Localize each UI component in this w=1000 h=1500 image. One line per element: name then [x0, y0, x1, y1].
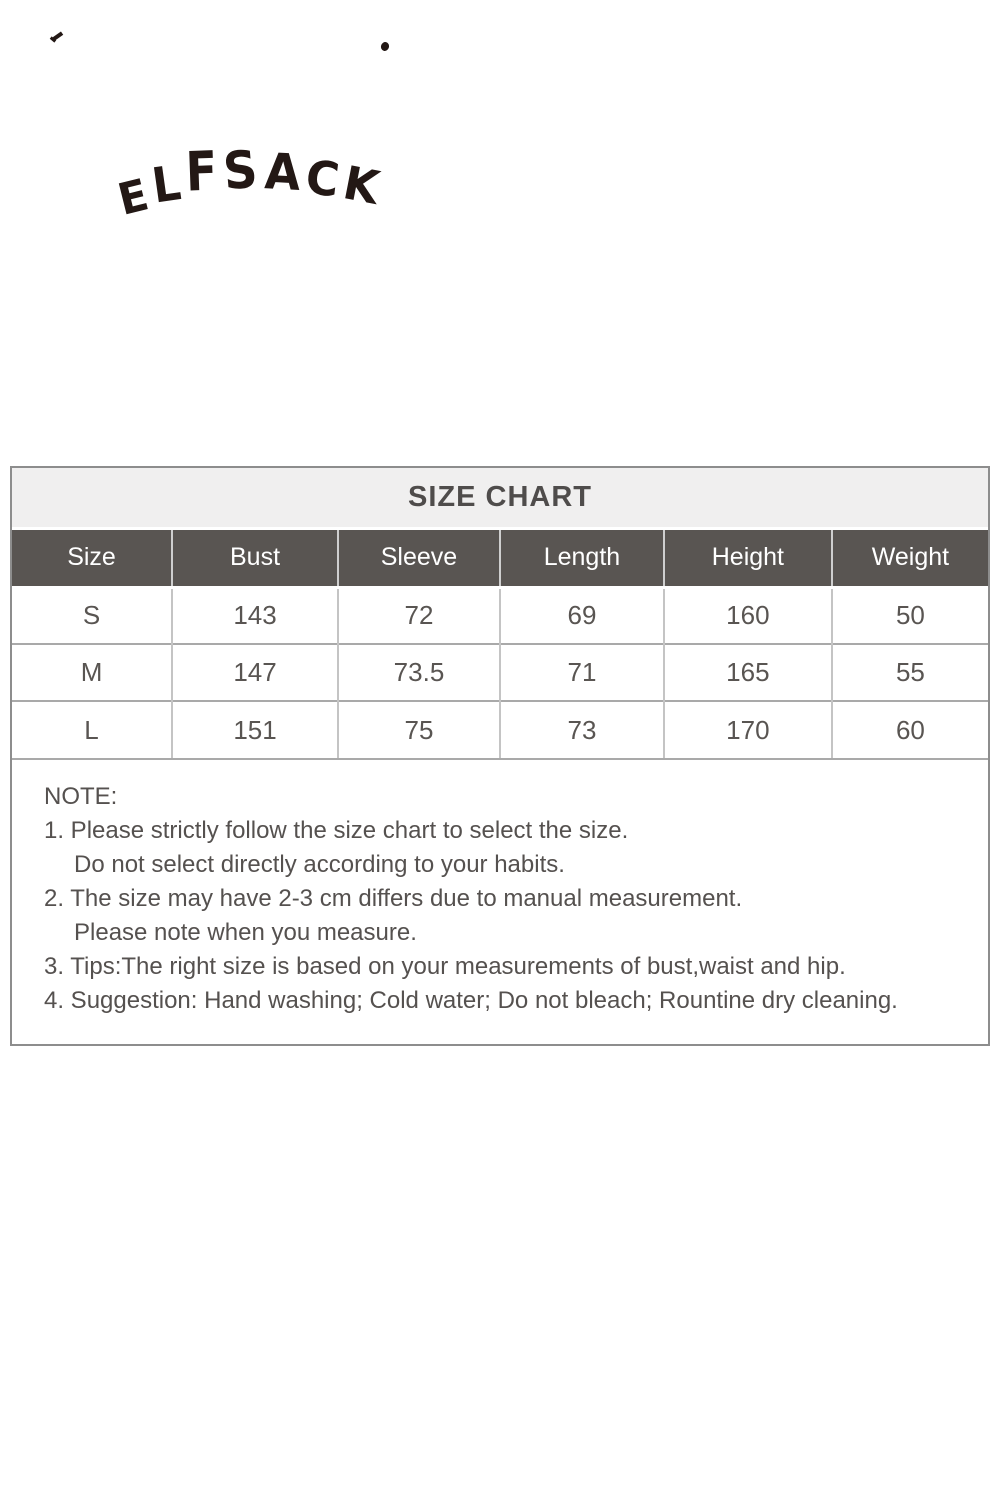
cell-height: 170 [664, 701, 832, 758]
column-header-weight: Weight [832, 530, 988, 587]
column-header-height: Height [664, 530, 832, 587]
column-header-sleeve: Sleeve [338, 530, 500, 587]
size-chart-table [12, 530, 988, 758]
table-row-l [12, 701, 988, 758]
note-line-1b: Do not select directly according to your habits. [74, 851, 565, 878]
cell-weight: 60 [832, 701, 988, 758]
cell-length: 73 [500, 701, 664, 758]
brand-logo [44, 46, 387, 226]
note-line-1: 1. Please strictly follow the size chart to select the size. [44, 817, 629, 844]
brand-logo-text: ELF SACK [112, 138, 387, 226]
column-header-length: Length [500, 530, 664, 587]
column-header-bust: Bust [172, 530, 338, 587]
cell-bust: 147 [172, 644, 338, 701]
column-header-size: Size [12, 530, 172, 587]
cell-sleeve: 73.5 [338, 644, 500, 701]
cell-size: L [12, 701, 172, 758]
cell-length: 69 [500, 587, 664, 644]
cell-weight: 55 [832, 644, 988, 701]
cell-length: 71 [500, 644, 664, 701]
cell-height: 165 [664, 644, 832, 701]
note-line-3: 3. Tips:The right size is based on your measurements of bust,waist and hip. [44, 953, 846, 980]
size-chart-panel [10, 466, 990, 1046]
note-heading: NOTE: [44, 783, 118, 810]
cell-size: S [12, 587, 172, 644]
cell-bust: 143 [172, 587, 338, 644]
note-line-4: 4. Suggestion: Hand washing; Cold water; Do not bleach; Rountine dry cleaning. [44, 987, 898, 1014]
logo-tick-icon [48, 32, 62, 46]
table-row-s [12, 587, 988, 644]
note-line-2: 2. The size may have 2-3 cm differs due to manual measurement. [44, 885, 743, 912]
note-line-2b: Please note when you measure. [74, 919, 417, 946]
cell-sleeve: 72 [338, 587, 500, 644]
table-row-m [12, 644, 988, 701]
size-chart-title: SIZE CHART [12, 468, 988, 530]
cell-bust: 151 [172, 701, 338, 758]
cell-weight: 50 [832, 587, 988, 644]
logo-dot-icon [380, 41, 390, 52]
cell-sleeve: 75 [338, 701, 500, 758]
cell-height: 160 [664, 587, 832, 644]
table-header-row [12, 530, 988, 587]
cell-size: M [12, 644, 172, 701]
note-section [12, 758, 988, 1044]
